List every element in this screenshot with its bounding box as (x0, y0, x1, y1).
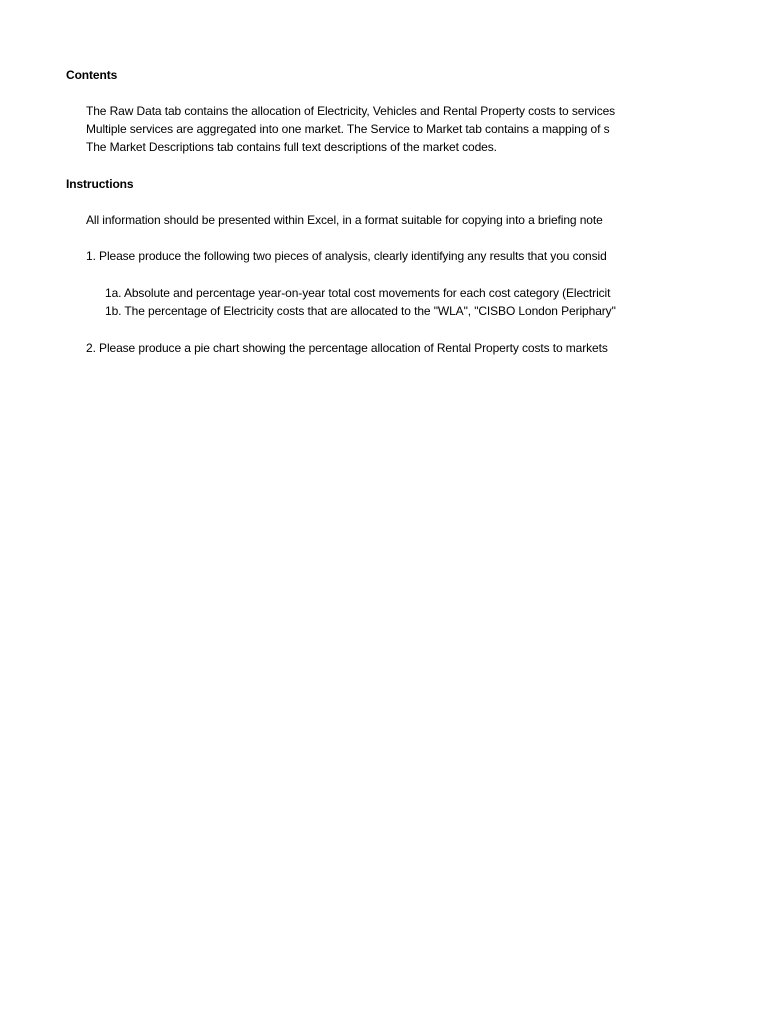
contents-line-service-to-market: Multiple services are aggregated into one market. The Service to Market tab contains a mapping of s (86, 122, 610, 136)
instruction-item-1b: 1b. The percentage of Electricity costs that are allocated to the "WLA", "CISBO London Periphary" (105, 304, 616, 318)
instruction-item-2: 2. Please produce a pie chart showing the percentage allocation of Rental Property costs to markets (86, 341, 608, 355)
instructions-heading: Instructions (66, 177, 134, 191)
contents-line-market-descriptions: The Market Descriptions tab contains full text descriptions of the market codes. (86, 140, 497, 154)
contents-line-raw-data: The Raw Data tab contains the allocation of Electricity, Vehicles and Rental Property costs to services (86, 104, 616, 118)
instruction-item-1a: 1a. Absolute and percentage year-on-year total cost movements for each cost category (Electricit (105, 286, 611, 300)
instructions-intro: All information should be presented within Excel, in a format suitable for copying into a briefing note (86, 213, 603, 227)
instruction-item-1: 1. Please produce the following two pieces of analysis, clearly identifying any results that you consid (86, 249, 607, 263)
contents-heading: Contents (66, 68, 118, 82)
